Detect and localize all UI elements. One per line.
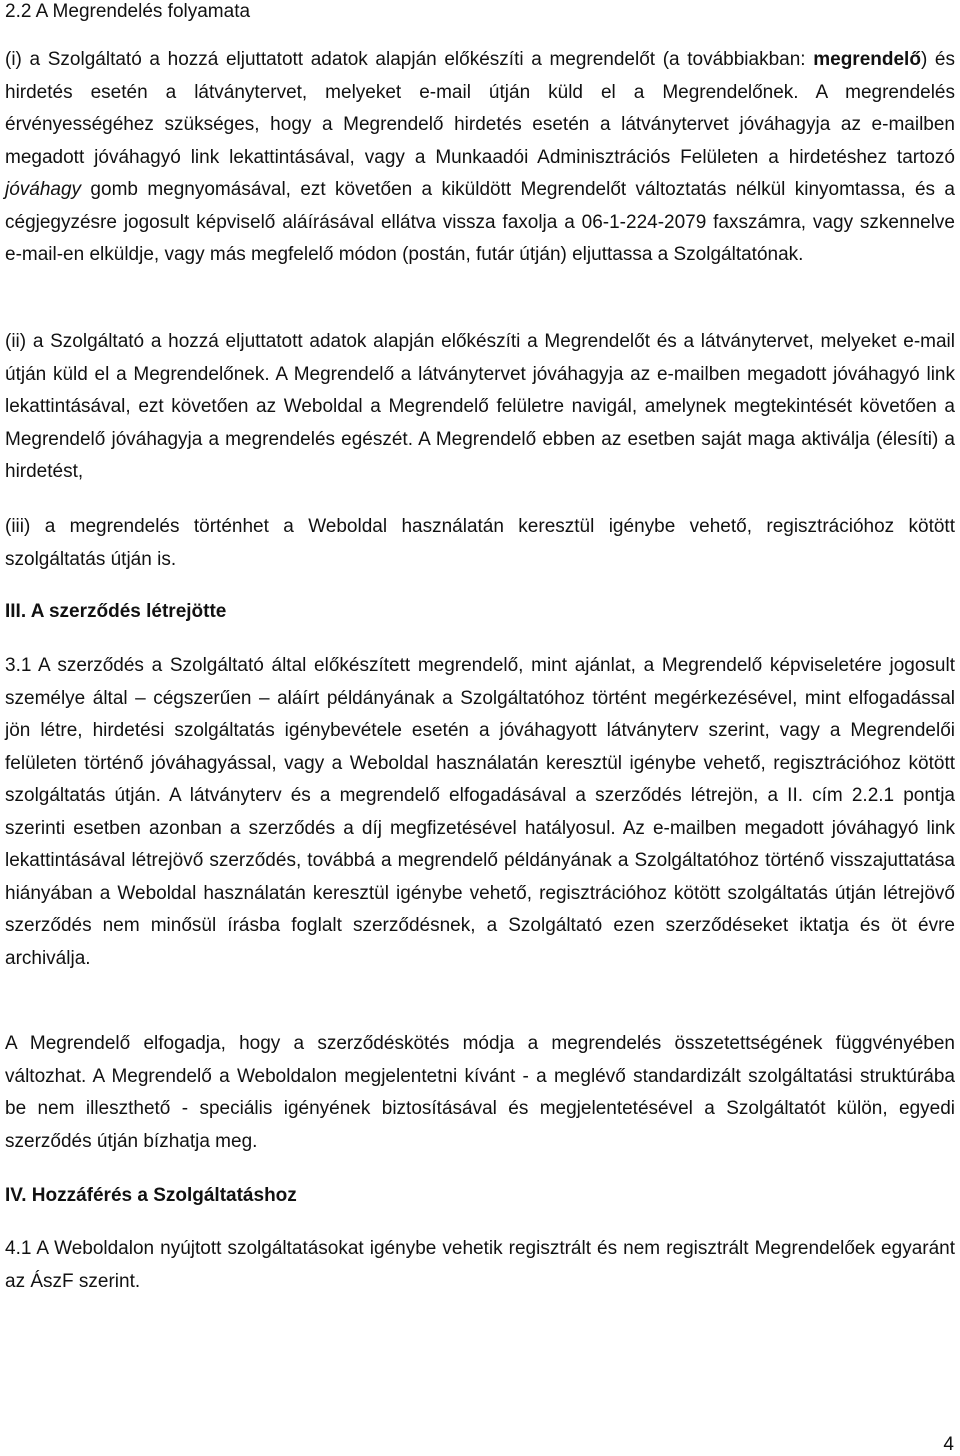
paragraph-contract-3-1: 3.1 A szerződés a Szolgáltató által előkészített megrendelő, mint ajánlat, a Megrendelő képviseletére jogosult személye által – cégszerűen – aláírt példányának a Szolgáltatóhoz történt megérkezésével, mint elfogadással jön létre, hirdetési szolgáltatás igénybevétele esetén a jóváhagyott látványterv szerint, vagy a Megrendelői felületen történő jóváhagyással, vagy a Weboldal használatán keresztül igénybe vehető, regisztrációhoz kötött szolgáltatás útján. A látványterv és a megrendelő elfogadásával a szerződés létrejön, a II. cím 2.2.1 pontja szerinti esetben azonban a szerződés a díj megfizetésével hatályosul. Az e-mailben megadott jóváhagyó link lekattintásával létrejövő szerződés, továbbá a megrendelő példányának a Szolgáltatóhoz történő visszajuttatása hiányában a Weboldal használatán keresztül igénybe vehető, regisztrációhoz kötött szolgáltatás útján létrejövő szerződés nem minősül írásba foglalt szerződésnek, a Szolgáltató ezen szerződéseket iktatja és öt évre archiválja. xyxy=(5,655,955,969)
page-number: 4 xyxy=(943,1434,954,1455)
paragraph-order-process-i xyxy=(5,44,955,272)
paragraph-text: gomb megnyomásával, ezt követően a kiküldött Megrendelőt változtatás nélkül kinyomtassa, és a cégjegyzésre jogosult képviselő aláírásával ellátva vissza faxolja a 06-1-224-2079 faxszámra, vagy szkennelve e-mail-en elküldje, vagy más megfelelő módon (postán, futár útján) eljuttassa a Szolgáltatónak. xyxy=(5,179,955,265)
bold-term: megrendelő xyxy=(813,49,921,70)
italic-term: jóváhagy xyxy=(5,179,82,200)
paragraph-order-process-iii: (iii) a megrendelés történhet a Weboldal használatán keresztül igénybe vehető, regisztrációhoz kötött szolgáltatás útján is. xyxy=(5,516,955,570)
paragraph-text: (i) a Szolgáltató a hozzá eljuttatott adatok alapján előkészíti a megrendelőt (a továbbiakban: xyxy=(5,49,814,70)
subsection-heading: 2.2 A Megrendelés folyamata xyxy=(5,1,251,22)
paragraph-order-process-ii: (ii) a Szolgáltató a hozzá eljuttatott adatok alapján előkészíti a Megrendelőt és a látványtervet, melyeket e-mail útján küld el a Megrendelőnek. A Megrendelő a látványtervet jóváhagyja az e-mailben megadott jóváhagyó link lekattintásával, ezt követően az Weboldal a Megrendelő felületre navigál, amelynek megtekintését követően a Megrendelő jóváhagyja a megrendelés egészét. A Megrendelő ebben az esetben saját maga aktiválja (élesíti) a hirdetést, xyxy=(5,331,955,482)
section-heading-access: IV. Hozzáférés a Szolgáltatáshoz xyxy=(5,1185,297,1206)
paragraph-contract-method: A Megrendelő elfogadja, hogy a szerződéskötés módja a megrendelés összetettségének függvényében változhat. A Megrendelő a Weboldalon megjelentetni kívánt - a meglévő standardizált szolgáltatási struktúrába be nem illeszthető - speciális igényének biztosításával és megjelentetésével a Szolgáltatót külön, egyedi szerződés útján bízhatja meg. xyxy=(5,1033,955,1152)
paragraph-access-4-1: 4.1 A Weboldalon nyújtott szolgáltatásokat igénybe vehetik regisztrált és nem regisztrált Megrendelőek egyaránt az ÁszF szerint. xyxy=(5,1238,955,1292)
section-heading-contract: III. A szerződés létrejötte xyxy=(5,601,227,622)
paragraph-text: ) és hirdetés esetén a látványtervet, melyeket e-mail útján küld el a Megrendelőnek. A megrendelés érvényességéhez szükséges, hogy a Megrendelő hirdetés esetén a látványtervet jóváhagyja az e-mailben megadott jóváhagyó link lekattintásával, vagy a Munkaadói Adminisztrációs Felületen a hirdetéshez tartozó xyxy=(5,49,955,168)
